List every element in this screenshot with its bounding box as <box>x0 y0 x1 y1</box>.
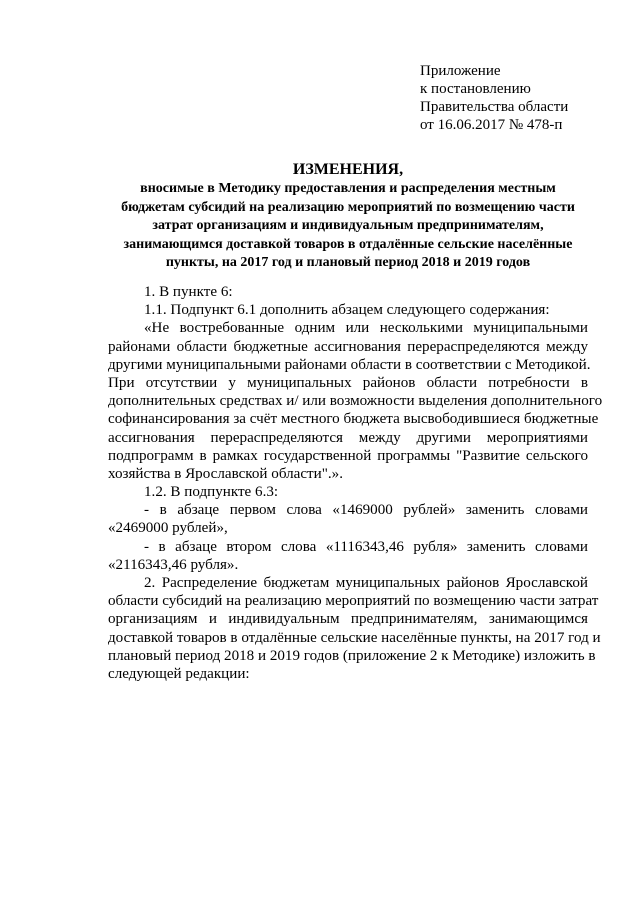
document-body <box>108 283 603 683</box>
body-text-line: доставкой товаров в отдалённые сельские населённые пункты, на 2017 год и <box>108 629 601 646</box>
body-text-line: плановый период 2018 и 2019 годов (приложение 2 к Методике) изложить в <box>108 647 596 664</box>
body-text-line: - в абзаце первом слова «1469000 рублей» заменить словами <box>144 502 588 519</box>
body-text-line: области субсидий на реализацию мероприятий по возмещению части затрат <box>108 593 599 610</box>
body-text-line: организациям и индивидуальным предпринимателям, занимающимся <box>108 611 588 628</box>
title-line: пункты, на 2017 год и плановый период 2018 и 2019 годов <box>165 255 531 271</box>
title-line: занимающимся доставкой товаров в отдалённые сельские населённые <box>123 236 573 252</box>
approval-line: от 16.06.2017 № 478-п <box>420 117 563 133</box>
document-title <box>108 160 588 273</box>
body-text-line: дополнительных средствах и/ или возможности выделения дополнительного <box>108 393 603 410</box>
approval-stamp <box>420 62 568 134</box>
approval-line: к постановлению <box>420 81 531 97</box>
body-text-line: другими муниципальными районами области в соответствии с Методикой. <box>108 356 591 373</box>
body-text-line: «2469000 рублей», <box>108 520 228 537</box>
approval-line: Правительства области <box>420 99 569 115</box>
body-text-line: «Не востребованные одним или несколькими муниципальными <box>144 320 588 337</box>
body-text-line: При отсутствии у муниципальных районов области потребности в <box>108 374 588 391</box>
title-line: вносимые в Методику предоставления и распределения местным <box>140 181 556 196</box>
body-text-line: 1.2. В подпункте 6.3: <box>144 484 279 501</box>
title-heading: ИЗМЕНЕНИЯ, <box>292 161 404 178</box>
approval-line: Приложение <box>420 63 501 79</box>
title-subheading <box>108 180 588 273</box>
body-text-line: районами области бюджетные ассигнования перераспределяются между <box>108 338 588 355</box>
body-text-line: 1. В пункте 6: <box>144 284 233 300</box>
body-text-line: подпрограмм в рамках государственной программы "Развитие сельского <box>108 447 588 464</box>
body-text-line: следующей редакции: <box>108 665 250 682</box>
body-text-line: хозяйства в Ярославской области".». <box>108 465 343 482</box>
title-line: бюджетам субсидий на реализацию мероприятий по возмещению части <box>121 199 575 215</box>
body-text-line: ассигнования перераспределяются между другими мероприятиями <box>108 429 588 446</box>
body-text-line: - в абзаце втором слова «1116343,46 рубля» заменить словами <box>144 538 588 555</box>
body-text-line: 2. Распределение бюджетам муниципальных районов Ярославской <box>144 575 588 591</box>
title-line: затрат организациям и индивидуальным предпринимателям, <box>152 218 544 234</box>
body-text-line: 1.1. Подпункт 6.1 дополнить абзацем следующего содержания: <box>144 302 550 319</box>
body-text-line: «2116343,46 рубля». <box>108 556 239 573</box>
body-text-line: софинансирования за счёт местного бюджета высвободившиеся бюджетные <box>108 411 599 428</box>
